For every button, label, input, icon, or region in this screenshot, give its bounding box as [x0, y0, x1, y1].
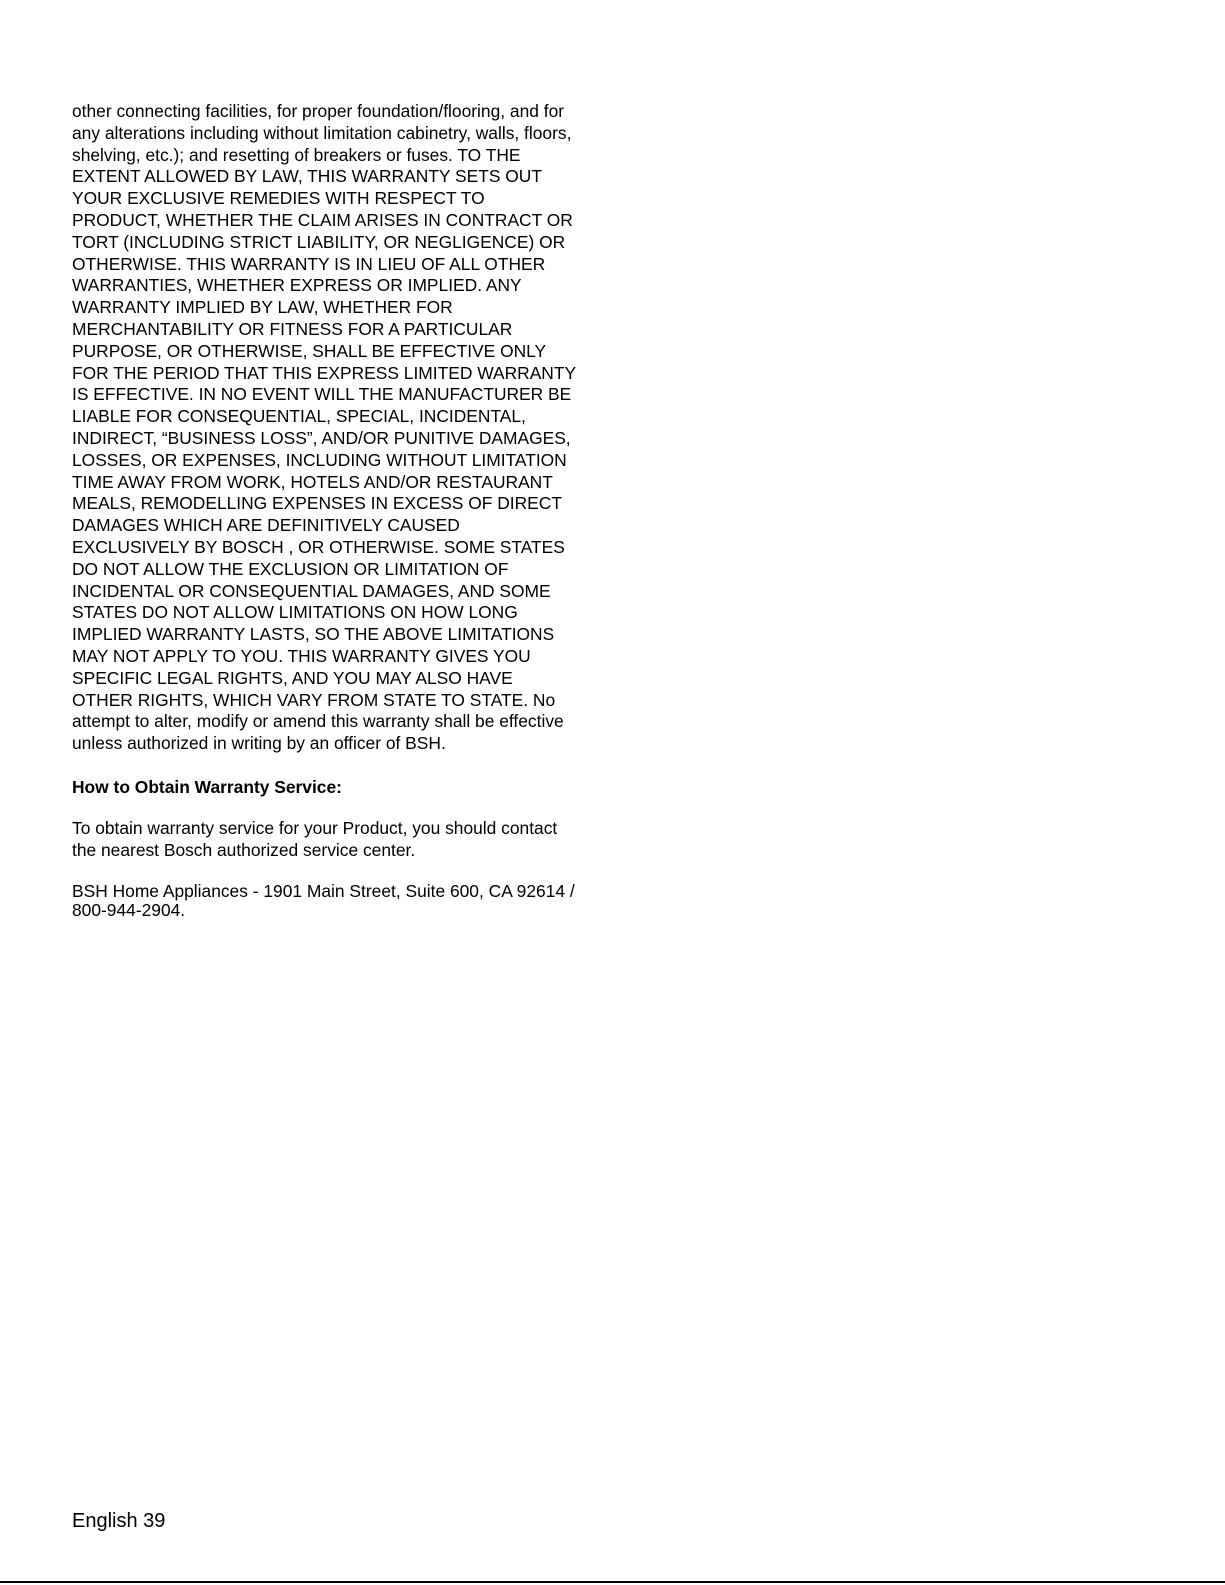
paragraph-line: OTHERWISE. THIS WARRANTY IS IN LIEU OF ALL OTHER [72, 253, 546, 274]
paragraph-line: SPECIFIC LEGAL RIGHTS, AND YOU MAY ALSO HAVE [72, 667, 513, 688]
paragraph-line: To obtain warranty service for your Product, you should contact [72, 818, 558, 838]
paragraph-line: LIABLE FOR CONSEQUENTIAL, SPECIAL, INCIDENTAL, [72, 406, 526, 427]
paragraph-line: TIME AWAY FROM WORK, HOTELS AND/OR RESTAURANT [72, 471, 553, 492]
paragraph-line: DO NOT ALLOW THE EXCLUSION OR LIMITATION OF [72, 558, 509, 579]
paragraph-line: 800-944-2904. [72, 900, 186, 920]
section-heading: How to Obtain Warranty Service: [72, 777, 342, 797]
paragraph-line: TORT (INCLUDING STRICT LIABILITY, OR NEGLIGENCE) OR [72, 231, 566, 252]
paragraph-line: FOR THE PERIOD THAT THIS EXPRESS LIMITED WARRANTY [72, 362, 577, 383]
paragraph-line: IS EFFECTIVE. IN NO EVENT WILL THE MANUFACTURER BE [72, 384, 572, 405]
paragraph-line: unless authorized in writing by an officer of BSH. [72, 733, 446, 754]
paragraph-line: BSH Home Appliances - 1901 Main Street, Suite 600, CA 92614 / [72, 881, 575, 901]
paragraph-line: LOSSES, OR EXPENSES, INCLUDING WITHOUT LIMITATION [72, 449, 567, 470]
paragraph-line: STATES DO NOT ALLOW LIMITATIONS ON HOW LONG [72, 602, 518, 623]
page-number-label: English 39 [72, 1510, 166, 1532]
warranty-text-column [72, 101, 602, 755]
paragraph-line: WARRANTIES, WHETHER EXPRESS OR IMPLIED. ANY [72, 275, 522, 296]
paragraph-line: shelving, etc.); and resetting of breakers or fuses. TO THE [72, 144, 521, 165]
contact-address-paragraph [72, 882, 575, 920]
warranty-limitations-paragraph [72, 101, 602, 755]
paragraph-line: attempt to alter, modify or amend this warranty shall be effective [72, 711, 564, 732]
paragraph-line: the nearest Bosch authorized service center. [72, 840, 416, 860]
paragraph-line: IMPLIED WARRANTY LASTS, SO THE ABOVE LIMITATIONS [72, 624, 555, 645]
warranty-service-paragraph [72, 817, 557, 861]
paragraph-line: any alterations including without limitation cabinetry, walls, floors, [72, 122, 572, 143]
paragraph-line: YOUR EXCLUSIVE REMEDIES WITH RESPECT TO [72, 188, 485, 209]
paragraph-line: MAY NOT APPLY TO YOU. THIS WARRANTY GIVES YOU [72, 645, 531, 666]
paragraph-line: MEALS, REMODELLING EXPENSES IN EXCESS OF DIRECT [72, 493, 562, 514]
paragraph-line: MERCHANTABILITY OR FITNESS FOR A PARTICULAR [72, 318, 513, 339]
paragraph-line: EXTENT ALLOWED BY LAW, THIS WARRANTY SETS OUT [72, 166, 542, 187]
paragraph-line: PURPOSE, OR OTHERWISE, SHALL BE EFFECTIVE ONLY [72, 340, 547, 361]
paragraph-line: PRODUCT, WHETHER THE CLAIM ARISES IN CONTRACT OR [72, 209, 573, 230]
paragraph-line: other connecting facilities, for proper foundation/flooring, and for [72, 101, 565, 121]
paragraph-line: WARRANTY IMPLIED BY LAW, WHETHER FOR [72, 297, 453, 318]
paragraph-line: OTHER RIGHTS, WHICH VARY FROM STATE TO STATE. No [72, 689, 556, 710]
paragraph-line: DAMAGES WHICH ARE DEFINITIVELY CAUSED [72, 515, 460, 536]
paragraph-line: EXCLUSIVELY BY BOSCH , OR OTHERWISE. SOME STATES [72, 536, 565, 557]
paragraph-line: INDIRECT, “BUSINESS LOSS”, AND/OR PUNITIVE DAMAGES, [72, 427, 571, 448]
bottom-divider [0, 1581, 1225, 1583]
paragraph-line: INCIDENTAL OR CONSEQUENTIAL DAMAGES, AND SOME [72, 580, 551, 601]
